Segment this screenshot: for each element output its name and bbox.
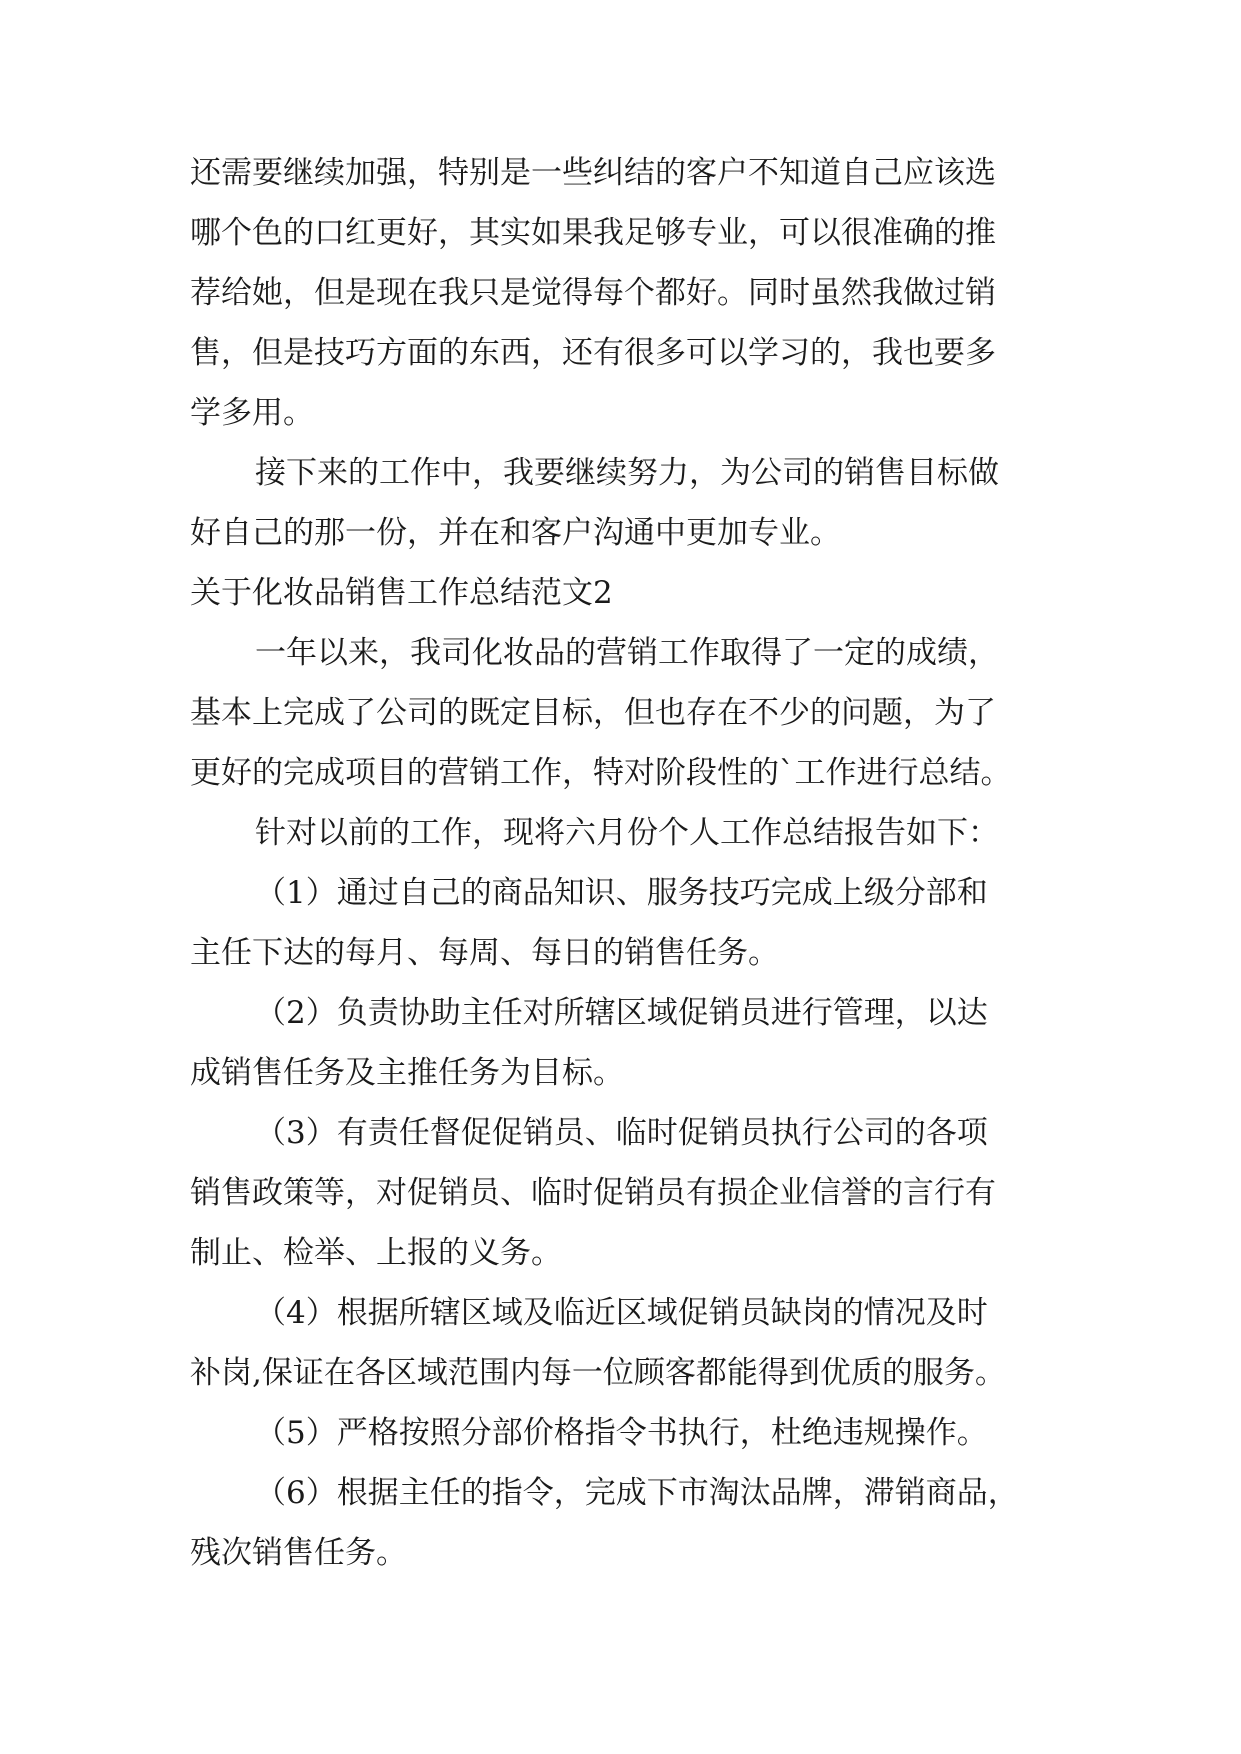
list-item-5: （5）严格按照分部价格指令书执行，杜绝违规操作。 [255, 1415, 988, 1451]
text-line: 销售政策等，对促销员、临时促销员有损企业信誉的言行有 [190, 1175, 996, 1211]
text-line: 残次销售任务。 [190, 1535, 407, 1571]
text-line: 主任下达的每月、每周、每日的销售任务。 [190, 935, 779, 971]
list-item-4: （4）根据所辖区域及临近区域促销员缺岗的情况及时 [255, 1295, 988, 1331]
text-line: 更好的完成项目的营销工作，特对阶段性的`工作进行总结。 [190, 755, 1012, 791]
text-line: 哪个色的口红更好，其实如果我足够专业，可以很准确的推 [190, 215, 996, 251]
list-item-3: （3）有责任督促促销员、临时促销员执行公司的各项 [255, 1115, 988, 1151]
text-line: 成销售任务及主推任务为目标。 [190, 1055, 624, 1091]
list-item-1: （1）通过自己的商品知识、服务技巧完成上级分部和 [255, 875, 988, 911]
text-line: 基本上完成了公司的既定目标，但也存在不少的问题，为了 [190, 695, 996, 731]
text-line: 针对以前的工作，现将六月份个人工作总结报告如下： [255, 815, 999, 851]
text-line: 好自己的那一份，并在和客户沟通中更加专业。 [190, 515, 841, 551]
text-line: 还需要继续加强，特别是一些纠结的客户不知道自己应该选 [190, 155, 996, 191]
text-line: 售，但是技巧方面的东西，还有很多可以学习的，我也要多 [190, 335, 996, 371]
text-line: 学多用。 [190, 395, 314, 431]
section-heading: 关于化妆品销售工作总结范文2 [190, 575, 613, 611]
text-line: 接下来的工作中，我要继续努力，为公司的销售目标做 [255, 455, 999, 491]
list-item-6: （6）根据主任的指令，完成下市淘汰品牌，滞销商品， [255, 1475, 1019, 1511]
text-line: 一年以来，我司化妆品的营销工作取得了一定的成绩， [255, 635, 999, 671]
text-line: 荐给她，但是现在我只是觉得每个都好。同时虽然我做过销 [190, 275, 996, 311]
text-line: 制止、检举、上报的义务。 [190, 1235, 562, 1271]
text-line: 补岗,保证在各区域范围内每一位顾客都能得到优质的服务。 [190, 1355, 1006, 1391]
list-item-2: （2）负责协助主任对所辖区域促销员进行管理，以达 [255, 995, 988, 1031]
